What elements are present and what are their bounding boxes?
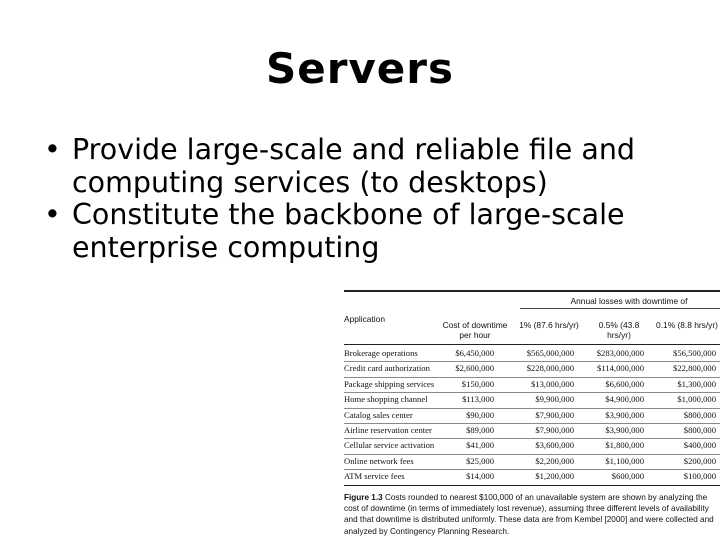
cell-application: Package shipping services xyxy=(344,378,435,389)
bullet-text: Provide large-scale and reliable file and computing services (to desktops) xyxy=(72,133,635,199)
cell-application: Credit card authorization xyxy=(344,363,430,374)
cell-loss-01pct: $1,000,000 xyxy=(677,394,716,405)
cell-loss-01pct: $100,000 xyxy=(683,471,716,482)
cell-application: Online network fees xyxy=(344,455,414,466)
cell-loss-1pct: $2,200,000 xyxy=(535,455,574,466)
slide-title: Servers xyxy=(265,44,455,93)
cell-loss-05pct: $1,100,000 xyxy=(605,455,644,466)
downtime-cost-figure xyxy=(340,288,720,540)
cell-loss-05pct: $1,800,000 xyxy=(605,440,644,451)
cell-loss-05pct: $114,000,000 xyxy=(597,363,644,374)
table-top-rule xyxy=(344,290,720,292)
cell-application: Cellular service activation xyxy=(344,440,435,451)
cell-cost-per-hour: $25,000 xyxy=(466,455,494,466)
cell-loss-01pct: $800,000 xyxy=(683,409,716,420)
row-divider xyxy=(344,438,720,439)
column-header-1pct: 1% (87.6 hrs/yr) xyxy=(519,320,579,330)
header-bottom-rule xyxy=(344,344,720,345)
group-header-rule xyxy=(520,308,720,309)
row-divider xyxy=(344,469,720,470)
column-header-cost-per-hour: Cost of downtime per hour xyxy=(442,320,508,340)
cell-loss-1pct: $13,000,000 xyxy=(531,378,574,389)
table-bottom-rule xyxy=(344,485,720,486)
cell-loss-01pct: $1,300,000 xyxy=(677,378,716,389)
cell-loss-05pct: $283,000,000 xyxy=(596,348,644,358)
cell-cost-per-hour: $2,600,000 xyxy=(455,363,494,374)
cell-loss-1pct: $228,000,000 xyxy=(526,363,574,374)
caption-text: Costs rounded to nearest $100,000 of an unavailable system are shown by analyzing the cost of downtime (in terms of immediately lost revenue), assuming three different levels of availability and that downtime is distributed uniformly. These data are from Kembel [2000] and were collected and analyzed by Contingency Planning Research. xyxy=(344,493,714,536)
column-header-application: Application xyxy=(344,314,385,324)
row-divider xyxy=(344,408,720,409)
row-divider xyxy=(344,392,720,393)
cell-loss-05pct: $600,000 xyxy=(611,471,644,482)
cell-loss-1pct: $3,600,000 xyxy=(535,440,574,451)
cell-loss-05pct: $6,600,000 xyxy=(605,378,644,389)
cell-loss-05pct: $3,900,000 xyxy=(605,409,644,420)
cell-cost-per-hour: $6,450,000 xyxy=(455,348,494,358)
column-header-05pct: 0.5% (43.8 hrs/yr) xyxy=(598,320,640,340)
cell-cost-per-hour: $41,000 xyxy=(466,440,494,451)
cell-loss-05pct: $3,900,000 xyxy=(605,425,644,435)
cell-loss-1pct: $7,900,000 xyxy=(535,409,574,420)
cell-cost-per-hour: $90,000 xyxy=(466,409,494,420)
row-divider xyxy=(344,423,720,424)
cell-cost-per-hour: $89,000 xyxy=(466,425,494,435)
cell-application: Airline reservation center xyxy=(344,425,432,435)
cell-loss-01pct: $56,500,000 xyxy=(673,348,716,358)
group-header: Annual losses with downtime of xyxy=(570,296,688,306)
cell-application: ATM service fees xyxy=(344,471,405,482)
caption-label: Figure 1.3 xyxy=(344,493,383,502)
cell-loss-01pct: $22,800,000 xyxy=(673,363,716,374)
cell-application: Home shopping channel xyxy=(344,394,428,405)
column-header-01pct: 0.1% (8.8 hrs/yr) xyxy=(656,320,718,330)
cell-loss-05pct: $4,900,000 xyxy=(605,394,644,405)
figure-caption xyxy=(344,492,718,537)
cell-loss-1pct: $565,000,000 xyxy=(526,348,574,358)
cell-application: Brokerage operations xyxy=(344,348,418,358)
cell-loss-1pct: $9,900,000 xyxy=(535,394,574,405)
row-divider xyxy=(344,454,720,455)
cell-cost-per-hour: $14,000 xyxy=(466,471,494,482)
bullet-item xyxy=(44,134,714,199)
cell-loss-01pct: $200,000 xyxy=(683,455,716,466)
cell-loss-01pct: $800,000 xyxy=(683,425,716,435)
cell-cost-per-hour: $150,000 xyxy=(461,378,494,389)
row-divider xyxy=(344,361,720,362)
bullet-text: Constitute the backbone of large-scale enterprise computing xyxy=(72,198,625,264)
cell-application: Catalog sales center xyxy=(344,409,413,420)
cell-loss-01pct: $400,000 xyxy=(683,440,716,451)
bullet-item xyxy=(44,199,714,264)
cell-loss-1pct: $7,900,000 xyxy=(535,425,574,435)
cell-loss-1pct: $1,200,000 xyxy=(535,471,574,482)
cell-cost-per-hour: $113,000 xyxy=(462,394,494,405)
bullet-list xyxy=(44,134,714,264)
bullet-symbol: • xyxy=(44,198,61,231)
bullet-symbol: • xyxy=(44,133,61,166)
row-divider xyxy=(344,377,720,378)
